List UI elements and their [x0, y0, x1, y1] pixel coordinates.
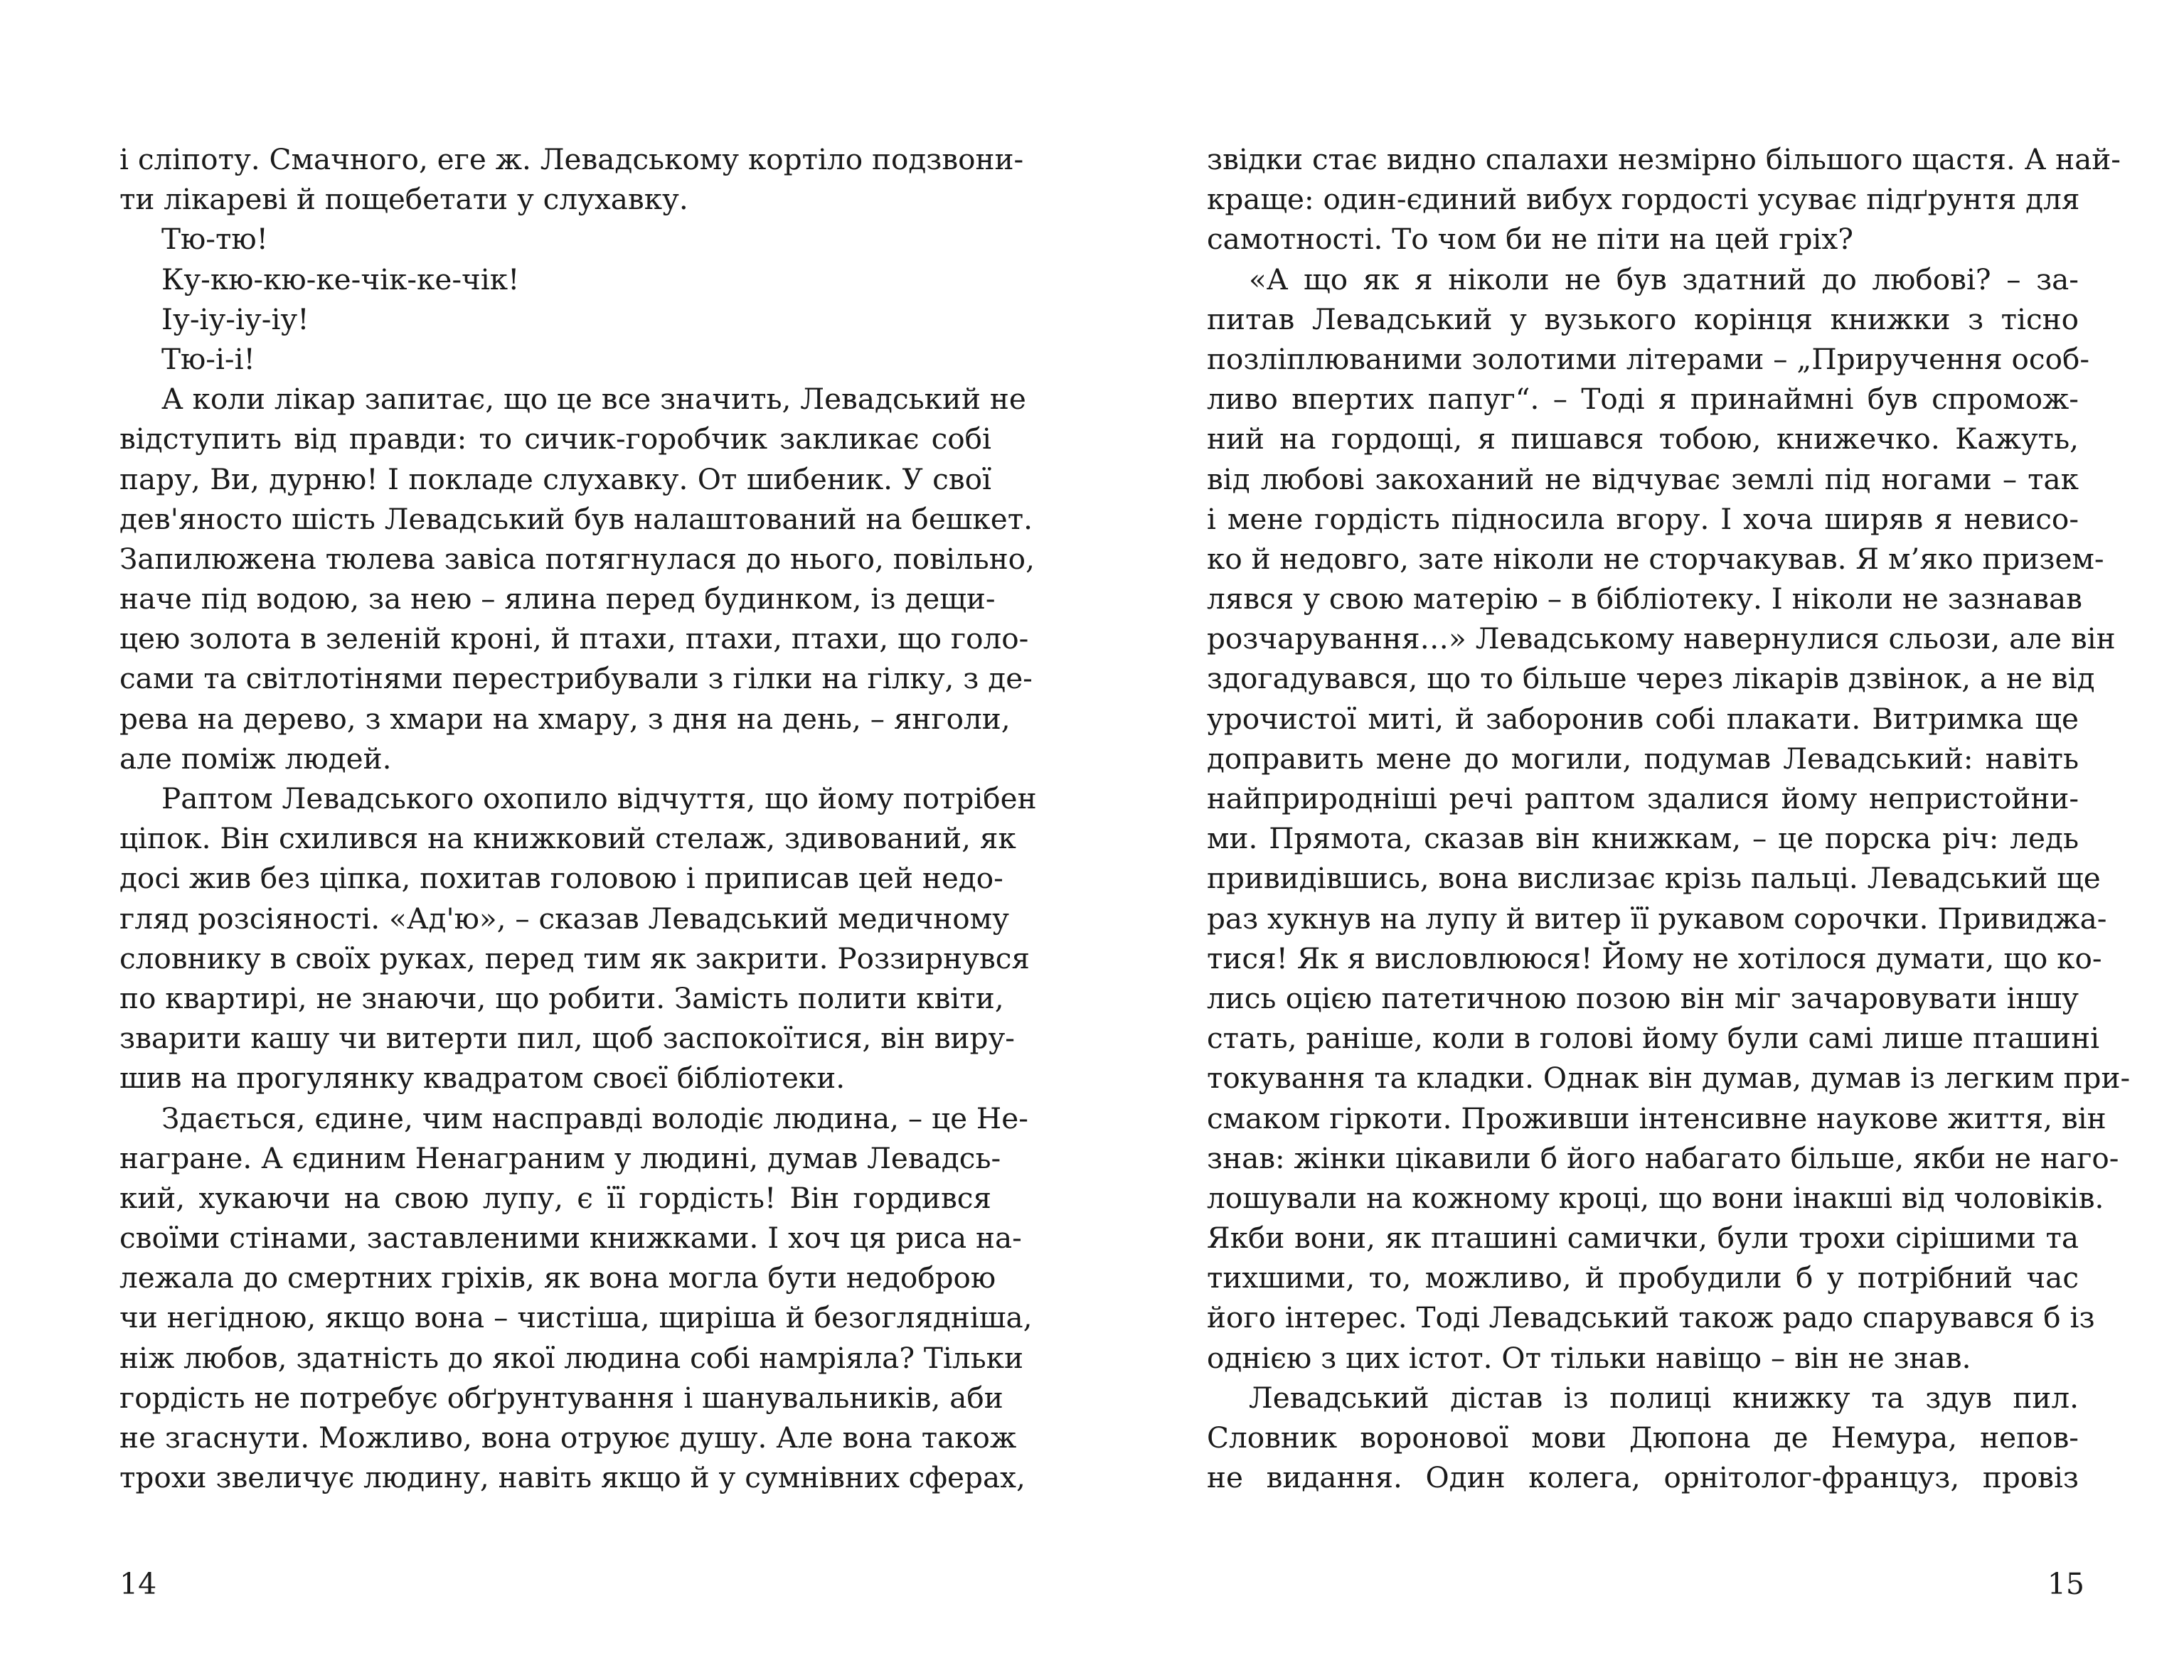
- text-line: його інтерес. Тоді Левадський також радо спарувався б із: [1207, 1300, 2095, 1335]
- text-line: Запилюжена тюлева завіса потягнулася до нього, повільно,: [119, 541, 1035, 576]
- text-line: урочистої миті, й заборонив собі плакати. Витримка ще: [1207, 701, 2079, 736]
- text-line: найприродніші речі раптом здалися йому непристойни-: [1207, 781, 2079, 815]
- text-line: розчарування…» Левадському навернулися сльози, але він: [1207, 621, 2116, 656]
- text-line: стать, раніше, коли в голові йому були самі лише пташині: [1207, 1021, 2100, 1056]
- text-line: і сліпоту. Смачного, еге ж. Левадському кортіло подзвони-: [119, 142, 1024, 176]
- text-line: лись оцією патетичною позою він міг зачаровувати іншу: [1207, 980, 2079, 1015]
- text-line: ний на гордощі, я пишався тобою, книжечко. Кажуть,: [1207, 422, 2079, 456]
- text-line: Тю-і-і!: [161, 341, 255, 376]
- text-line: трохи звеличує людину, навіть якщо й у сумнівних сферах,: [119, 1460, 1026, 1495]
- text-line: шив на прогулянку квадратом своєї бібліотеки.: [119, 1061, 846, 1096]
- text-line: однією з цих істот. От тільки навіщо – він не знав.: [1207, 1340, 1971, 1375]
- text-line: гляд розсіяності. «Ад'ю», – сказав Левадський медичному: [119, 901, 1009, 936]
- text-line: Словник воронової мови Дюпона де Немура, непов-: [1207, 1420, 2079, 1455]
- text-line: А коли лікар запитає, що це все значить, Левадський не: [161, 382, 1026, 417]
- text-line: зварити кашу чи витерти пил, щоб заспокоїтися, він виру-: [119, 1021, 1015, 1056]
- right-page: [1092, 0, 2184, 1680]
- text-line: пару, Ви, дурню! І покладе слухавку. От шибеник. У свої: [119, 461, 991, 496]
- text-line: звідки стає видно спалахи незмірно більшого щастя. А най-: [1207, 142, 2121, 176]
- text-line: Левадський дістав із полиці книжку та здув пил.: [1249, 1380, 2079, 1415]
- text-line: знав: жінки цікавили б його набагато більше, якби не наго-: [1207, 1140, 2119, 1175]
- text-line: Ку-кю-кю-ке-чік-ке-чік!: [161, 262, 520, 296]
- text-line: гордість не потребує обґрунтування і шанувальників, аби: [119, 1380, 1003, 1415]
- text-line: Тю-тю!: [161, 222, 268, 257]
- text-line: дев'яносто шість Левадський був налаштований на бешкет.: [119, 501, 1033, 536]
- text-line: цею золота в зеленій кроні, й птахи, птахи, птахи, що голо-: [119, 621, 1029, 656]
- text-line: питав Левадський у вузького корінця книжки з тісно: [1207, 301, 2079, 336]
- text-line: відступить від правди: то сичик-горобчик закликає собі: [119, 422, 991, 456]
- text-line: ми. Прямота, сказав він книжкам, – це порска річ: ледь: [1207, 821, 2079, 856]
- text-line: сами та світлотінями перестрибували з гілки на гілку, з де-: [119, 661, 1033, 696]
- text-line: і мене гордість підносила вгору. І хоча ширяв я невисо-: [1207, 501, 2079, 536]
- text-line: самотності. То чом би не піти на цей гріх?: [1207, 222, 1853, 257]
- text-line: Раптом Левадського охопило відчуття, що йому потрібен: [161, 781, 1037, 815]
- left-page-number: 14: [119, 1567, 157, 1601]
- text-line: раз хукнув на лупу й витер її рукавом сорочки. Привиджа-: [1207, 901, 2107, 936]
- text-line: наче під водою, за нею – ялина перед будинком, із дещи-: [119, 582, 996, 616]
- text-line: Здається, єдине, чим насправді володіє людина, – це Не-: [161, 1101, 1028, 1135]
- text-line: чи негідною, якщо вона – чистіша, щиріша й безоглядніша,: [119, 1300, 1033, 1335]
- text-line: ти лікареві й пощебетати у слухавку.: [119, 182, 688, 217]
- text-line: «А що як я ніколи не був здатний до любові? – за-: [1249, 262, 2079, 296]
- text-line: лошували на кожному кроці, що вони інакші від чоловіків.: [1207, 1180, 2104, 1215]
- text-line: але поміж людей.: [119, 741, 392, 776]
- text-line: не видання. Один колега, орнітолог-француз, провіз: [1207, 1460, 2079, 1495]
- text-line: награне. А єдиним Ненаграним у людині, думав Левадсь-: [119, 1140, 1001, 1175]
- text-line: тихшими, то, можливо, й пробудили б у потрібний час: [1207, 1261, 2079, 1295]
- text-line: не згаснути. Можливо, вона отруює душу. Але вона також: [119, 1420, 1017, 1455]
- text-line: ко й недовго, зате ніколи не сторчакував. Я м’яко призем-: [1207, 541, 2104, 576]
- text-line: смаком гіркоти. Проживши інтенсивне наукове життя, він: [1207, 1101, 2106, 1135]
- right-page-text: [1207, 139, 2131, 1497]
- text-line: по квартирі, не знаючи, що робити. Замість полити квіти,: [119, 980, 1004, 1015]
- text-line: ливо впертих папуг“. – Тоді я принаймні був спромож-: [1207, 382, 2079, 417]
- text-line: своїми стінами, заставленими книжками. І хоч ця риса на-: [119, 1221, 1022, 1256]
- left-page-text: [119, 139, 1037, 1497]
- text-line: лежала до смертних гріхів, як вона могла бути недоброю: [119, 1261, 996, 1295]
- text-line: рева на дерево, з хмари на хмару, з дня на день, – янголи,: [119, 701, 1011, 736]
- text-line: Іу-іу-іу-іу!: [161, 301, 309, 336]
- text-line: доправить мене до могили, подумав Левадський: навіть: [1207, 741, 2079, 776]
- text-line: лявся у свою матерію – в бібліотеку. І ніколи не зазнавав: [1207, 582, 2082, 616]
- text-line: досі жив без ціпка, похитав головою і приписав цей недо-: [119, 861, 1003, 896]
- right-page-number: 15: [2047, 1567, 2084, 1601]
- text-line: краще: один-єдиний вибух гордості усуває підґрунтя для: [1207, 182, 2080, 217]
- text-line: ціпок. Він схилився на книжковий стелаж, здивований, як: [119, 821, 1016, 856]
- text-line: токування та кладки. Однак він думав, думав із легким при-: [1207, 1061, 2131, 1096]
- text-line: здогадувався, що то більше через лікарів дзвінок, а не від: [1207, 661, 2095, 696]
- text-line: кий, хукаючи на свою лупу, є її гордість! Він гордився: [119, 1180, 991, 1215]
- text-line: позліплюваними золотими літерами – „Приручення особ-: [1207, 341, 2090, 376]
- text-line: привидівшись, вона вислизає крізь пальці. Левадський ще: [1207, 861, 2101, 896]
- text-line: ніж любов, здатність до якої людина собі намріяла? Тільки: [119, 1340, 1023, 1375]
- text-line: тися! Як я висловлююся! Йому не хотілося думати, що ко-: [1207, 941, 2102, 975]
- text-line: словнику в своїх руках, перед тим як закрити. Роззирнувся: [119, 941, 1030, 975]
- text-line: Якби вони, як пташині самички, були трохи сірішими та: [1207, 1221, 2079, 1256]
- text-line: від любові закоханий не відчуває землі під ногами – так: [1207, 461, 2079, 496]
